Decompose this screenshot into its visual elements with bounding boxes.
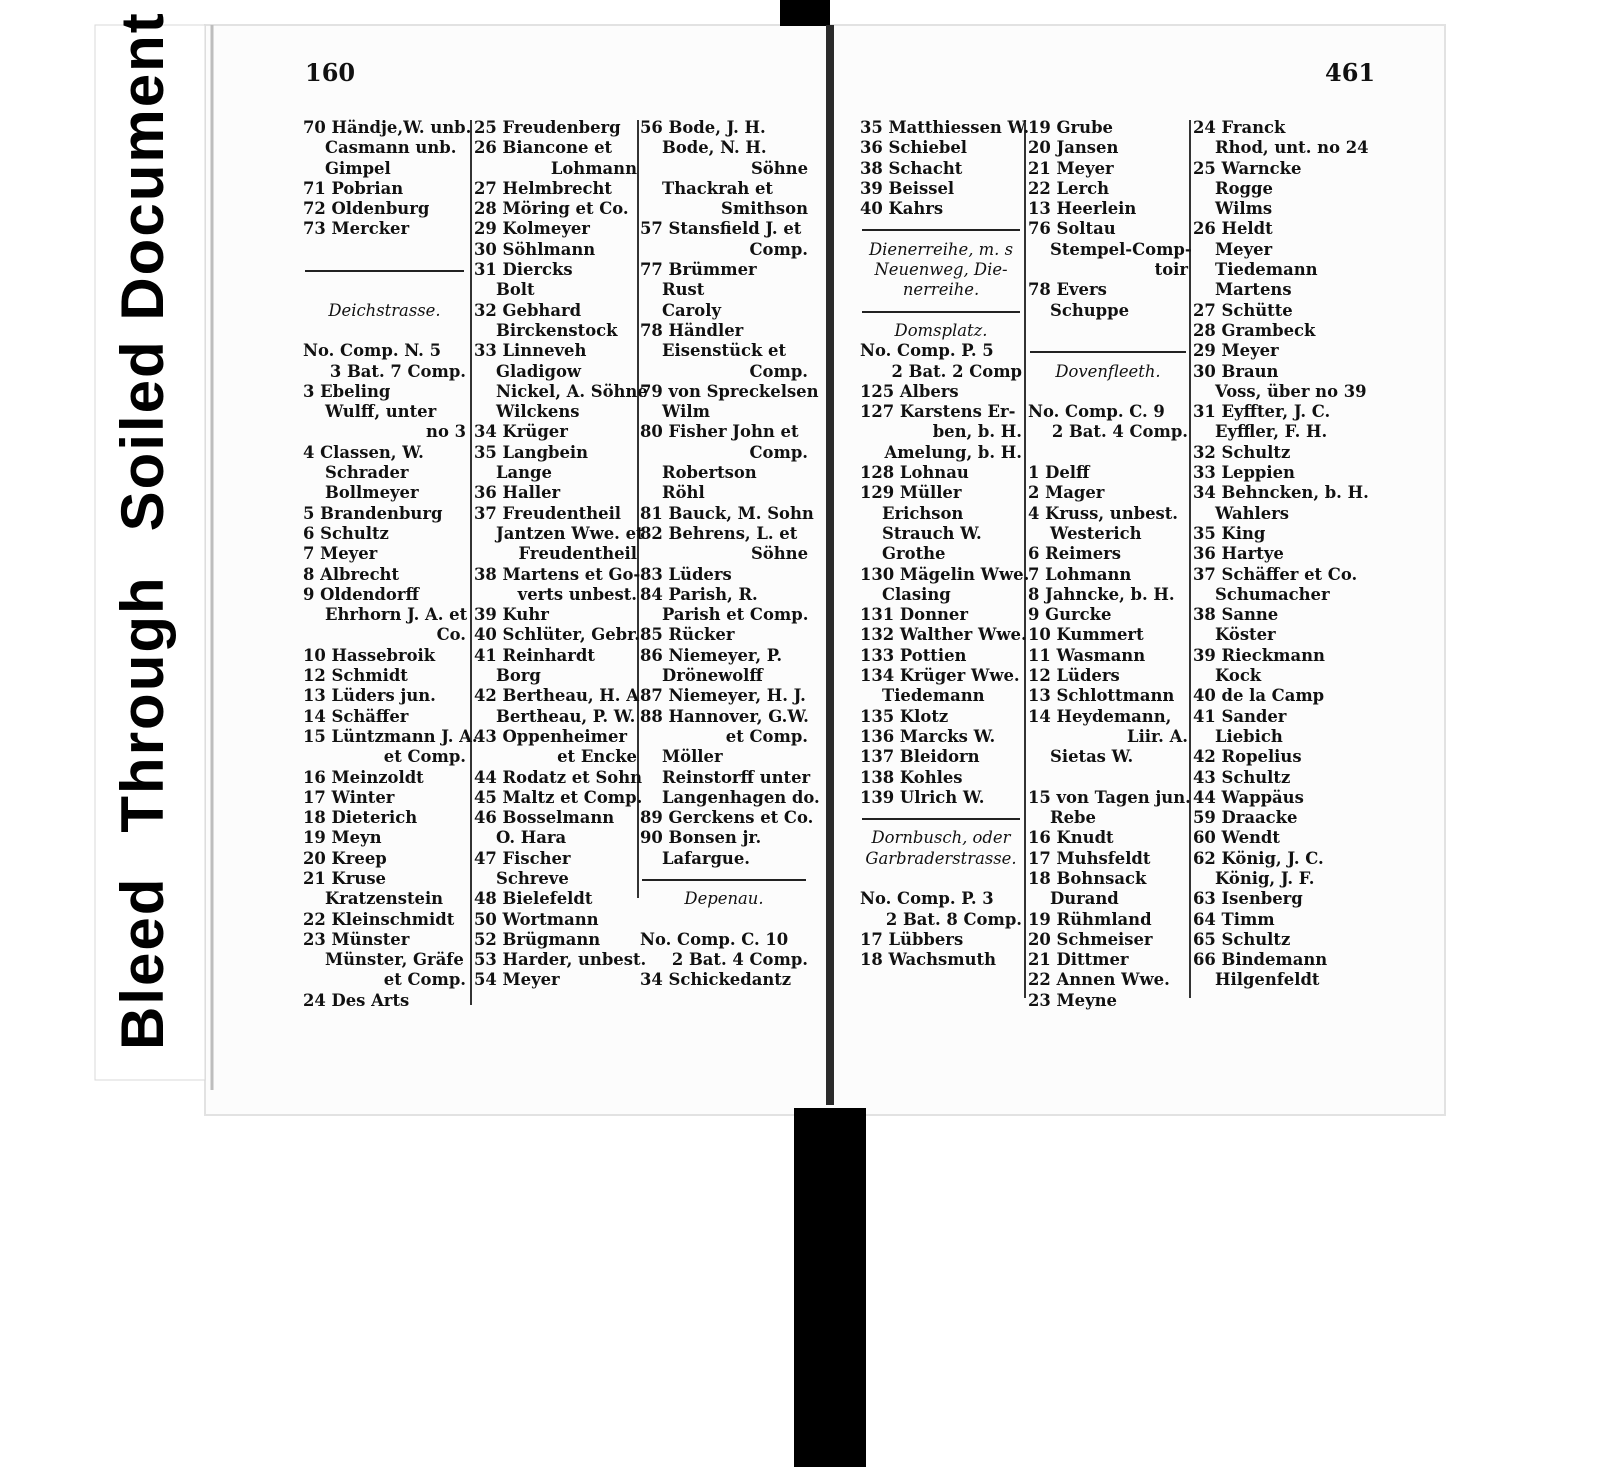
directory-entry: Wahlers	[1215, 503, 1290, 523]
directory-entry: 89 Gerckens et Co.	[640, 808, 814, 828]
directory-column-5	[1028, 118, 1192, 1011]
directory-entry: 70 Händje,W. unb.	[303, 118, 472, 137]
directory-entry: 31 Diercks	[474, 260, 573, 280]
directory-entry: 2 Bat. 8 Comp.	[885, 909, 1022, 929]
directory-entry: 29 Kolmeyer	[474, 219, 590, 239]
directory-entry: Tiedemann	[882, 686, 985, 706]
gutter-bar-top	[780, 0, 830, 26]
directory-entry: 36 Hartye	[1193, 544, 1284, 564]
street-heading: Dienerreihe, m. s	[868, 239, 1013, 259]
directory-entry: 19 Rühmland	[1028, 909, 1152, 929]
directory-entry: 90 Bonsen jr.	[640, 828, 762, 848]
directory-entry: 131 Donner	[860, 605, 968, 625]
directory-entry: 86 Niemeyer, P.	[640, 645, 783, 665]
directory-entry: 44 Rodatz et Sohn	[474, 767, 643, 787]
directory-entry: Liebich	[1215, 726, 1283, 746]
stamp-word: Through	[109, 575, 176, 833]
directory-entry: 13 Heerlein	[1028, 199, 1137, 219]
section-divider	[640, 869, 808, 889]
gutter-bar-bottom	[794, 1108, 866, 1467]
street-heading: Domsplatz.	[894, 320, 988, 340]
directory-entry: 20 Kreep	[303, 848, 387, 868]
directory-entry: König, J. F.	[1215, 868, 1315, 888]
street-heading: Dornbusch, oder	[871, 828, 1011, 848]
directory-entry: 16 Meinzoldt	[303, 767, 424, 787]
street-heading: Neuenweg, Die-	[874, 260, 1008, 280]
directory-entry: 66 Bindemann	[1193, 950, 1328, 970]
directory-entry: 32 Schultz	[1193, 442, 1291, 462]
directory-entry: Wilckens	[496, 402, 580, 422]
section-divider	[860, 219, 1022, 239]
directory-entry: 29 Meyer	[1193, 341, 1279, 361]
directory-entry: 4 Classen, W.	[303, 442, 424, 462]
spacer	[303, 321, 466, 341]
directory-entry: Münster, Gräfe	[325, 950, 464, 970]
directory-entry: 128 Lohnau	[860, 463, 969, 483]
directory-entry: 7 Meyer	[303, 544, 378, 564]
directory-entry: 22 Annen Wwe.	[1028, 970, 1170, 990]
directory-entry: 77 Brümmer	[640, 260, 757, 280]
directory-entry: 43 Oppenheimer	[474, 726, 628, 746]
directory-entry: Amelung, b. H.	[884, 442, 1022, 462]
directory-entry: 137 Bleidorn	[860, 747, 980, 767]
directory-entry: et Encke	[557, 747, 637, 767]
directory-entry: No. Comp. P. 3	[860, 889, 994, 909]
directory-entry: Meyer	[1215, 239, 1273, 259]
directory-entry: Voss, über no 39	[1215, 381, 1367, 401]
directory-entry: 21 Dittmer	[1028, 950, 1129, 970]
directory-entry: Stempel-Comp-	[1050, 239, 1192, 259]
directory-entry: 87 Niemeyer, H. J.	[640, 686, 806, 706]
directory-entry: 7 Lohmann	[1028, 564, 1132, 584]
directory-entry: 125 Albers	[860, 381, 959, 401]
directory-entry: 41 Reinhardt	[474, 645, 595, 665]
section-divider	[860, 808, 1022, 828]
directory-entry: 37 Schäffer et Co.	[1193, 564, 1358, 584]
directory-entry: 34 Schickedantz	[640, 970, 792, 990]
directory-entry: 10 Hassebroik	[303, 645, 436, 665]
directory-entry: 8 Albrecht	[303, 564, 400, 584]
directory-entry: 20 Jansen	[1028, 138, 1119, 158]
directory-entry: Reinstorff unter	[662, 767, 811, 787]
directory-entry: 71 Pobrian	[303, 178, 404, 198]
directory-entry: Lohmann	[550, 158, 637, 178]
directory-entry: Co.	[436, 625, 466, 645]
directory-entry: 59 Draacke	[1193, 808, 1298, 828]
directory-entry: Grothe	[882, 544, 946, 564]
directory-entry: O. Hara	[496, 828, 567, 848]
directory-entry: Wilms	[1215, 199, 1273, 219]
street-heading: Garbraderstrasse.	[865, 848, 1017, 868]
directory-entry: Erichson	[882, 503, 964, 523]
directory-entry: 33 Leppien	[1193, 463, 1295, 483]
directory-entry: 42 Bertheau, H. A	[474, 686, 639, 706]
directory-entry: Clasing	[882, 584, 951, 604]
directory-entry: 4 Kruss, unbest.	[1028, 503, 1179, 523]
directory-entry: 134 Krüger Wwe.	[860, 666, 1020, 686]
directory-column-3	[640, 118, 820, 991]
directory-entry: 14 Schäffer	[303, 706, 409, 726]
directory-column-6	[1193, 118, 1368, 991]
directory-entry: 32 Gebhard	[474, 300, 582, 320]
section-divider	[860, 301, 1022, 321]
street-heading: nerreihe.	[902, 280, 980, 300]
directory-entry: 30 Braun	[1193, 361, 1279, 381]
directory-entry: 127 Karstens Er-	[860, 402, 1016, 422]
directory-entry: et Comp.	[383, 747, 466, 767]
directory-entry: Tiedemann	[1215, 260, 1318, 280]
directory-entry: 11 Wasmann	[1028, 645, 1146, 665]
directory-entry: 38 Sanne	[1193, 605, 1279, 625]
directory-entry: 41 Sander	[1193, 706, 1287, 726]
directory-entry: Ehrhorn J. A. et	[325, 605, 468, 625]
directory-entry: 83 Lüders	[640, 564, 732, 584]
directory-entry: 13 Schlottmann	[1028, 686, 1175, 706]
directory-entry: No. Comp. N. 5	[303, 341, 441, 361]
directory-entry: Bertheau, P. W.	[496, 706, 636, 726]
directory-entry: 39 Kuhr	[474, 605, 549, 625]
directory-entry: 136 Marcks W.	[860, 726, 996, 746]
directory-entry: 19 Meyn	[303, 828, 382, 848]
directory-entry: Drönewolff	[662, 666, 763, 686]
directory-entry: 132 Walther Wwe.	[860, 625, 1027, 645]
directory-entry: Freudentheil	[518, 544, 637, 564]
directory-entry: 28 Möring et Co.	[474, 199, 629, 219]
directory-entry: Strauch W.	[882, 523, 982, 543]
directory-entry: Eisenstück et	[662, 341, 787, 361]
directory-entry: 3 Bat. 7 Comp.	[329, 361, 466, 381]
directory-entry: 39 Rieckmann	[1193, 645, 1325, 665]
directory-entry: 15 Lüntzmann J. A.	[303, 726, 478, 746]
directory-entry: Lange	[496, 463, 552, 483]
directory-entry: 14 Heydemann,	[1028, 706, 1172, 726]
directory-entry: 45 Maltz et Comp.	[474, 787, 643, 807]
right-page-number: 461	[1325, 58, 1376, 87]
directory-entry: 53 Harder, unbest.	[474, 950, 647, 970]
directory-entry: 80 Fisher John et	[640, 422, 799, 442]
directory-entry: 18 Bohnsack	[1028, 868, 1147, 888]
directory-entry: 19 Grube	[1028, 118, 1113, 137]
street-heading: Dovenfleeth.	[1055, 361, 1161, 381]
directory-column-2	[474, 118, 648, 991]
directory-entry: Jantzen Wwe. et	[496, 523, 644, 543]
directory-entry: Kock	[1215, 666, 1262, 686]
directory-entry: 1 Delff	[1028, 463, 1090, 483]
directory-entry: 85 Rücker	[640, 625, 735, 645]
directory-entry: 40 de la Camp	[1193, 686, 1325, 706]
directory-entry: 42 Ropelius	[1193, 747, 1302, 767]
directory-entry: Kratzenstein	[325, 889, 444, 909]
street-heading: Deichstrasse.	[328, 300, 441, 320]
directory-entry: 46 Bosselmann	[474, 808, 615, 828]
directory-entry: 40 Schlüter, Gebr.	[474, 625, 640, 645]
directory-entry: 26 Heldt	[1193, 219, 1273, 239]
directory-entry: 54 Meyer	[474, 970, 560, 990]
directory-entry: 33 Linneveh	[474, 341, 587, 361]
directory-entry: Comp.	[749, 239, 808, 259]
directory-entry: 62 König, J. C.	[1193, 848, 1324, 868]
directory-entry: 16 Knudt	[1028, 828, 1114, 848]
left-page-number: 160	[305, 58, 356, 87]
directory-entry: 22 Kleinschmidt	[303, 909, 455, 929]
directory-entry: 35 Matthiessen W.	[860, 118, 1030, 137]
directory-entry: et Comp.	[383, 970, 466, 990]
directory-entry: Schuppe	[1050, 300, 1129, 320]
directory-entry: Sietas W.	[1050, 747, 1134, 767]
directory-entry: 17 Winter	[303, 787, 395, 807]
directory-entry: 18 Wachsmuth	[860, 950, 996, 970]
directory-entry: 78 Händler	[640, 320, 744, 340]
directory-entry: Wulff, unter	[325, 402, 437, 422]
directory-entry: Bolt	[496, 280, 535, 300]
directory-entry: Gladigow	[496, 361, 582, 381]
directory-entry: Bode, N. H.	[662, 138, 767, 158]
directory-entry: No. Comp. C. 10	[640, 929, 789, 949]
directory-entry: Hilgenfeldt	[1215, 970, 1320, 990]
directory-entry: 8 Jahncke, b. H.	[1028, 584, 1175, 604]
directory-entry: 76 Soltau	[1028, 219, 1116, 239]
directory-entry: 13 Lüders jun.	[303, 686, 436, 706]
directory-entry: 72 Oldenburg	[303, 199, 430, 219]
directory-entry: Schrader	[325, 463, 409, 483]
directory-entry: Köster	[1215, 625, 1276, 645]
directory-entry: 64 Timm	[1193, 909, 1275, 929]
directory-entry: 34 Krüger	[474, 422, 568, 442]
directory-entry: 17 Lübbers	[860, 929, 964, 949]
directory-entry: 25 Warncke	[1193, 158, 1302, 178]
directory-entry: Bollmeyer	[325, 483, 419, 503]
directory-entry: et Comp.	[725, 726, 808, 746]
directory-entry: 9 Oldendorff	[303, 584, 419, 604]
directory-column-1	[303, 118, 478, 1011]
section-divider	[303, 260, 466, 280]
directory-entry: Comp.	[749, 361, 808, 381]
directory-entry: 52 Brügmann	[474, 929, 601, 949]
directory-entry: Birckenstock	[496, 320, 618, 340]
directory-entry: 138 Kohles	[860, 767, 963, 787]
directory-entry: 10 Kummert	[1028, 625, 1144, 645]
directory-entry: 40 Kahrs	[860, 199, 944, 219]
directory-entry: Röhl	[662, 483, 705, 503]
directory-entry: 79 von Spreckelsen	[640, 381, 819, 401]
directory-entry: 35 Langbein	[474, 442, 589, 462]
directory-entry: Thackrah et	[662, 178, 773, 198]
directory-entry: 31 Eyffter, J. C.	[1193, 402, 1331, 422]
stamp-word: Bleed	[109, 876, 176, 1050]
directory-entry: Söhne	[750, 544, 808, 564]
directory-entry: 9 Gurcke	[1028, 605, 1112, 625]
directory-entry: 37 Freudentheil	[474, 503, 622, 523]
spacer	[860, 869, 1022, 889]
directory-entry: Lafargue.	[662, 848, 750, 868]
directory-entry: 81 Bauck, M. Sohn	[640, 503, 814, 523]
directory-entry: Durand	[1050, 889, 1119, 909]
directory-entry: 35 King	[1193, 523, 1266, 543]
spacer	[1028, 443, 1188, 463]
directory-entry: toir	[1154, 260, 1188, 280]
directory-entry: 27 Helmbrecht	[474, 178, 612, 198]
spacer	[1028, 768, 1188, 788]
directory-entry: 28 Grambeck	[1193, 320, 1316, 340]
directory-entry: 47 Fischer	[474, 848, 571, 868]
directory-entry: Möller	[662, 747, 723, 767]
directory-entry: 50 Wortmann	[474, 909, 599, 929]
directory-entry: 12 Lüders	[1028, 666, 1120, 686]
directory-entry: 36 Schiebel	[860, 138, 968, 158]
directory-entry: 15 von Tagen jun.	[1028, 787, 1191, 807]
directory-entry: Schumacher	[1215, 584, 1330, 604]
directory-entry: 38 Schacht	[860, 158, 963, 178]
directory-entry: Rogge	[1215, 178, 1273, 198]
gutter-spine	[826, 25, 834, 1105]
directory-entry: 34 Behncken, b. H.	[1193, 483, 1369, 503]
directory-entry: Rust	[662, 280, 705, 300]
spacer	[303, 280, 466, 300]
directory-entry: 60 Wendt	[1193, 828, 1280, 848]
directory-entry: 129 Müller	[860, 483, 962, 503]
directory-entry: Liir. A.	[1127, 726, 1188, 746]
directory-entry: Robertson	[662, 463, 757, 483]
directory-entry: No. Comp. C. 9	[1028, 402, 1165, 422]
directory-entry: 21 Meyer	[1028, 158, 1114, 178]
directory-entry: 18 Dieterich	[303, 808, 418, 828]
directory-entry: 30 Söhlmann	[474, 239, 596, 259]
directory-entry: 84 Parish, R.	[640, 584, 758, 604]
directory-entry: Westerich	[1050, 523, 1142, 543]
directory-entry: 82 Behrens, L. et	[640, 523, 798, 543]
directory-entry: 78 Evers	[1028, 280, 1107, 300]
directory-entry: Eyffler, F. H.	[1215, 422, 1328, 442]
directory-entry: 63 Isenberg	[1193, 889, 1303, 909]
directory-entry: 23 Münster	[303, 929, 410, 949]
directory-entry: Langenhagen do.	[662, 787, 820, 807]
directory-entry: 23 Meyne	[1028, 990, 1117, 1010]
directory-entry: 12 Schmidt	[303, 666, 408, 686]
directory-entry: Schreve	[496, 868, 569, 888]
directory-entry: No. Comp. P. 5	[860, 341, 994, 361]
directory-entry: 2 Bat. 2 Comp	[891, 361, 1022, 381]
directory-entry: Martens	[1215, 280, 1292, 300]
spacer	[640, 910, 808, 930]
spacer	[303, 240, 466, 260]
directory-entry: 20 Schmeiser	[1028, 929, 1153, 949]
directory-entry: 25 Freudenberg	[474, 118, 621, 137]
directory-entry: 6 Reimers	[1028, 544, 1122, 564]
directory-entry: 27 Schütte	[1193, 300, 1293, 320]
directory-entry: 56 Bode, J. H.	[640, 118, 766, 137]
directory-entry: Borg	[496, 666, 541, 686]
directory-entry: Gimpel	[325, 158, 391, 178]
directory-entry: 43 Schultz	[1193, 767, 1291, 787]
directory-entry: Nickel, A. Söhne	[496, 381, 648, 401]
directory-entry: Smithson	[721, 199, 808, 219]
bleed-through-stamp	[108, 0, 177, 1050]
directory-entry: 57 Stansfield J. et	[640, 219, 802, 239]
directory-entry: 24 Des Arts	[303, 990, 410, 1010]
section-divider	[1028, 341, 1188, 361]
directory-entry: ben, b. H.	[932, 422, 1022, 442]
street-heading: Depenau.	[684, 889, 764, 909]
directory-entry: Rebe	[1050, 808, 1096, 828]
spacer	[1028, 321, 1188, 341]
directory-entry: Comp.	[749, 442, 808, 462]
directory-entry: verts unbest.	[517, 584, 637, 604]
directory-entry: Caroly	[662, 300, 721, 320]
directory-entry: 65 Schultz	[1193, 929, 1291, 949]
directory-entry: 17 Muhsfeldt	[1028, 848, 1151, 868]
directory-entry: 2 Bat. 4 Comp.	[671, 950, 808, 970]
directory-entry: 88 Hannover, G.W.	[640, 706, 809, 726]
directory-entry: Parish et Comp.	[662, 605, 809, 625]
directory-entry: Wilm	[662, 402, 710, 422]
directory-entry: 139 Ulrich W.	[860, 787, 985, 807]
directory-entry: 5 Brandenburg	[303, 503, 443, 523]
directory-entry: 26 Biancone et	[474, 138, 613, 158]
stamp-word: Soiled Document	[109, 11, 176, 532]
directory-entry: 21 Kruse	[303, 868, 386, 888]
directory-entry: 2 Mager	[1028, 483, 1105, 503]
directory-column-4	[860, 118, 1030, 970]
directory-entry: Söhne	[750, 158, 808, 178]
directory-entry: 135 Klotz	[860, 706, 949, 726]
directory-entry: Rhod, unt. no 24	[1215, 138, 1369, 158]
directory-entry: 2 Bat. 4 Comp.	[1051, 422, 1188, 442]
directory-entry: 44 Wappäus	[1193, 787, 1304, 807]
directory-entry: 24 Franck	[1193, 118, 1286, 137]
directory-entry: no 3	[426, 422, 466, 442]
spacer	[1028, 382, 1188, 402]
directory-entry: 39 Beissel	[860, 178, 955, 198]
directory-entry: Casmann unb.	[325, 138, 457, 158]
directory-entry: 48 Bielefeldt	[474, 889, 593, 909]
directory-entry: 22 Lerch	[1028, 178, 1110, 198]
directory-entry: 38 Martens et Go-	[474, 564, 641, 584]
directory-entry: 6 Schultz	[303, 523, 389, 543]
directory-entry: 133 Pottien	[860, 645, 967, 665]
directory-entry: 36 Haller	[474, 483, 561, 503]
directory-entry: 130 Mägelin Wwe.	[860, 564, 1030, 584]
directory-entry: 3 Ebeling	[303, 381, 391, 401]
directory-entry: 73 Mercker	[303, 219, 410, 239]
